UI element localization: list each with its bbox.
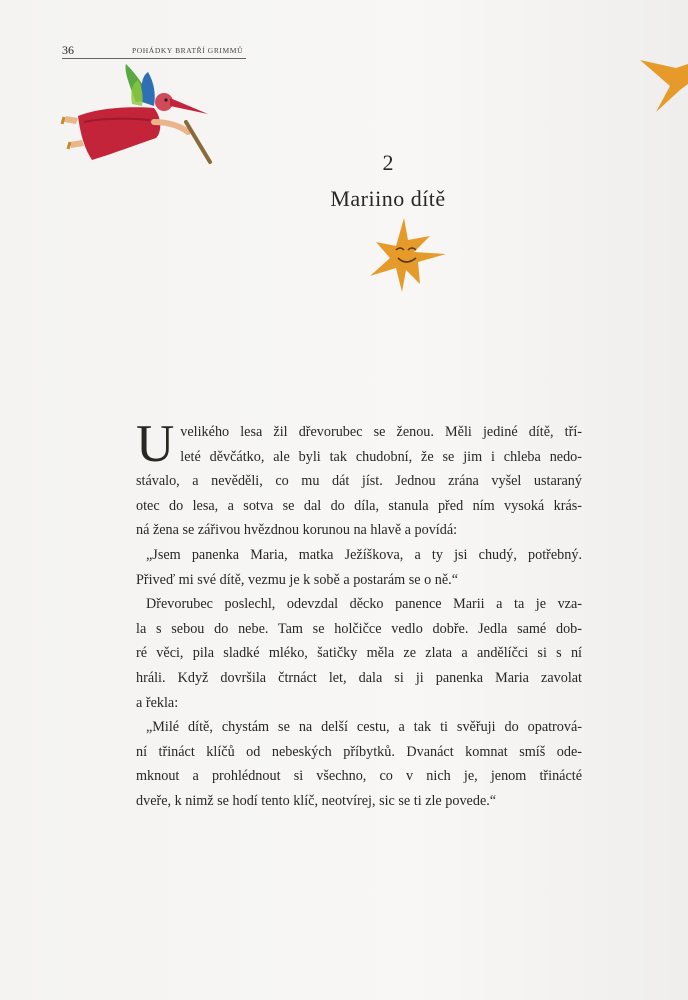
running-title: POHÁDKY BRATŘÍ GRIMMŮ	[132, 46, 244, 55]
text-line: hráli. Když dovršila čtrnáct let, dala si ji panenka Maria zavolat	[136, 669, 582, 686]
text-line: „Jsem panenka Maria, matka Ježíškova, a ty jsi chudý, potřebný.	[146, 546, 582, 563]
text-line: leté děvčátko, ale byli tak chudobní, že se jim i chleba nedo-	[180, 448, 582, 465]
text-line: ré věci, pila sladké mléko, šatičky měla ze zlata a andělíčci si s ní	[136, 645, 582, 662]
text-line: ná žena se zářivou hvězdnou korunou na hlavě a povídá:	[136, 522, 458, 539]
text-line: stávalo, a nevěděli, co mu dát jíst. Jednou zrána vyšel ustaraný	[136, 473, 582, 490]
text-line: ní třináct klíčů od nebeských příbytků. Dvanáct komnat smíš ode-	[136, 743, 582, 760]
text-line: mknout a prohlédnout si všechno, co v nich je, jenom třinácté	[136, 768, 582, 785]
drop-cap: U	[136, 415, 175, 473]
page-header	[62, 44, 246, 59]
chapter-title: Mariino dítě	[330, 186, 446, 211]
text-line: a řekla:	[136, 694, 179, 711]
star-illustration	[366, 214, 450, 296]
paragraph-1	[136, 415, 582, 543]
star-fragment-illustration	[636, 50, 688, 120]
text-line: Přiveď mi své dítě, vezmu je k sobě a postarám se o ně.“	[136, 571, 458, 588]
text-line: „Milé dítě, chystám se na delší cestu, a tak ti svěřuji do opatrová-	[146, 719, 582, 736]
page-number: 36	[62, 43, 74, 57]
text-line: dveře, k nimž se hodí tento klíč, neotvírej, sic se ti zle povede.“	[136, 792, 497, 809]
paragraph-4	[136, 715, 582, 813]
paragraph-3	[136, 592, 582, 715]
text-line: Dřevorubec poslechl, odevzdal děcko panence Marii a ta je vza-	[146, 596, 582, 613]
chapter-number: 2	[382, 150, 394, 175]
text-line: la s sebou do nebe. Tam se holčičce vedlo dobře. Jedla samé dob-	[136, 620, 582, 637]
paragraph-2	[136, 543, 582, 592]
text-line: velikého lesa žil dřevorubec se ženou. Měli jediné dítě, tří-	[180, 424, 582, 440]
story-text	[136, 415, 582, 814]
text-line: otec do lesa, a sotva se dal do díla, stanula před ním vysoká krás-	[136, 497, 582, 514]
